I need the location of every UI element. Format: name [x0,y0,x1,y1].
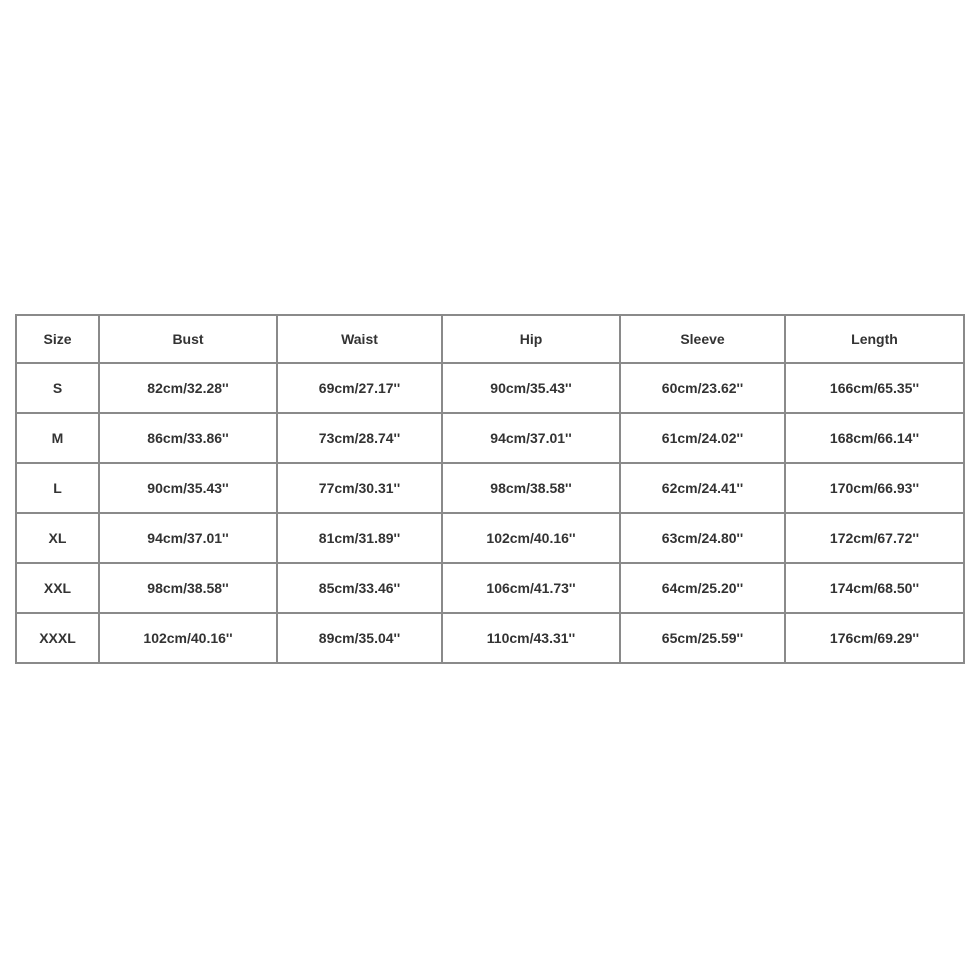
hip-cell: 90cm/35.43'' [443,364,621,414]
column-header-length: Length [786,314,965,364]
bust-cell: 102cm/40.16'' [100,614,278,664]
bust-cell: 90cm/35.43'' [100,464,278,514]
bust-cell: 94cm/37.01'' [100,514,278,564]
size-cell: L [15,464,100,514]
column-header-bust: Bust [100,314,278,364]
waist-cell: 89cm/35.04'' [278,614,443,664]
bust-cell: 82cm/32.28'' [100,364,278,414]
table-row [15,614,965,664]
hip-cell: 106cm/41.73'' [443,564,621,614]
size-cell: M [15,414,100,464]
hip-cell: 94cm/37.01'' [443,414,621,464]
column-header-hip: Hip [443,314,621,364]
length-cell: 176cm/69.29'' [786,614,965,664]
size-cell: XL [15,514,100,564]
table-row [15,564,965,614]
waist-cell: 77cm/30.31'' [278,464,443,514]
length-cell: 168cm/66.14'' [786,414,965,464]
bust-cell: 86cm/33.86'' [100,414,278,464]
column-header-waist: Waist [278,314,443,364]
waist-cell: 69cm/27.17'' [278,364,443,414]
sleeve-cell: 61cm/24.02'' [621,414,786,464]
column-header-size: Size [15,314,100,364]
column-header-sleeve: Sleeve [621,314,786,364]
length-cell: 166cm/65.35'' [786,364,965,414]
sleeve-cell: 65cm/25.59'' [621,614,786,664]
length-cell: 170cm/66.93'' [786,464,965,514]
sleeve-cell: 64cm/25.20'' [621,564,786,614]
sleeve-cell: 60cm/23.62'' [621,364,786,414]
hip-cell: 110cm/43.31'' [443,614,621,664]
table-row [15,364,965,414]
size-chart-table [15,314,965,664]
size-cell: S [15,364,100,414]
table-row [15,514,965,564]
table-row [15,464,965,514]
waist-cell: 73cm/28.74'' [278,414,443,464]
hip-cell: 98cm/38.58'' [443,464,621,514]
hip-cell: 102cm/40.16'' [443,514,621,564]
bust-cell: 98cm/38.58'' [100,564,278,614]
sleeve-cell: 62cm/24.41'' [621,464,786,514]
waist-cell: 85cm/33.46'' [278,564,443,614]
table-row [15,414,965,464]
size-cell: XXL [15,564,100,614]
header-row [15,314,965,364]
waist-cell: 81cm/31.89'' [278,514,443,564]
sleeve-cell: 63cm/24.80'' [621,514,786,564]
length-cell: 172cm/67.72'' [786,514,965,564]
size-cell: XXXL [15,614,100,664]
length-cell: 174cm/68.50'' [786,564,965,614]
